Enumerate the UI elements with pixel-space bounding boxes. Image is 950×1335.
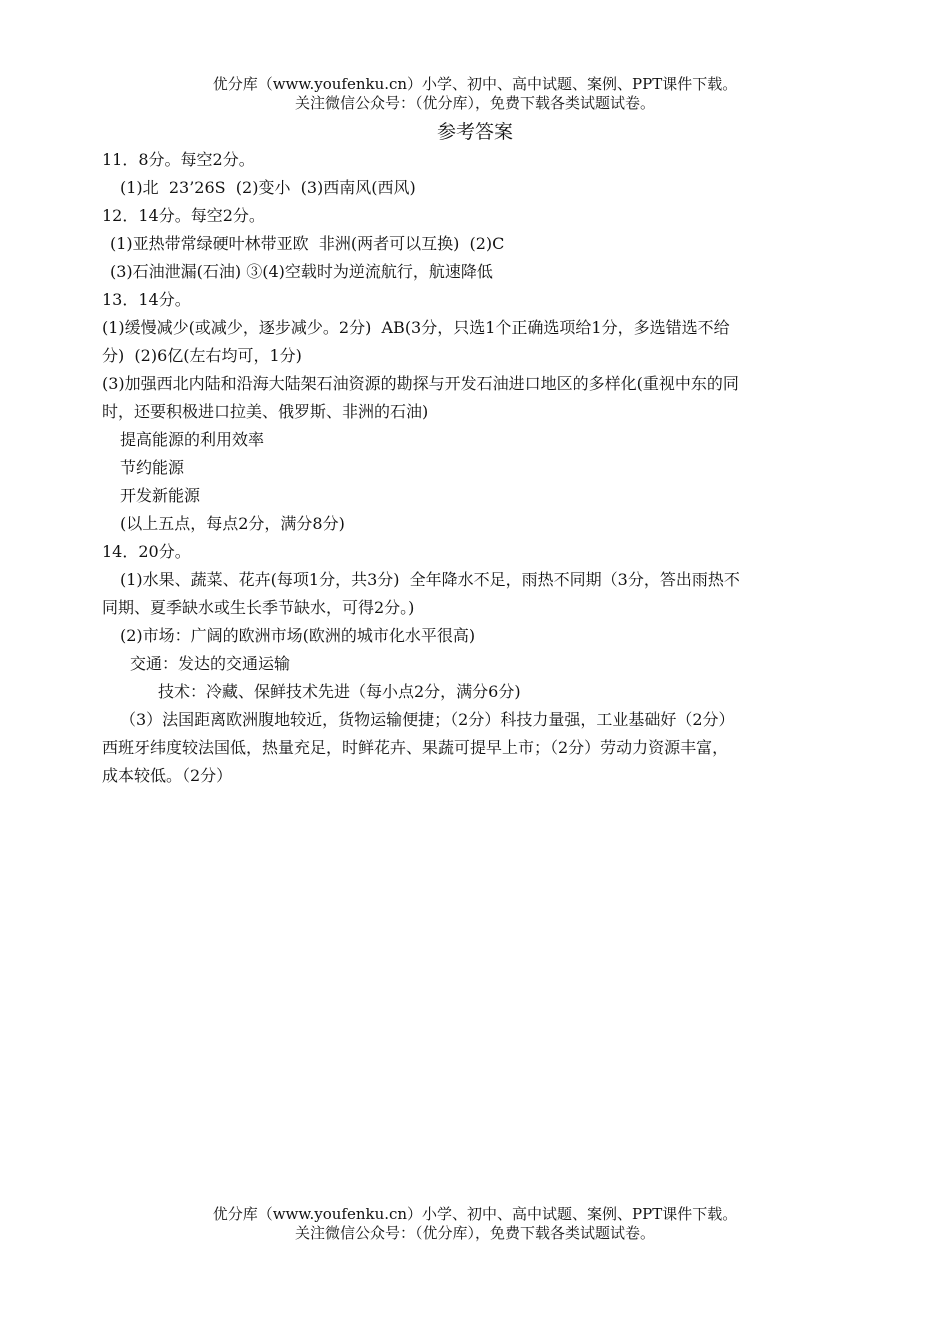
footer-line-1: 优分库（www.youfenku.cn）小学、初中、高中试题、案例、PPT课件下载。: [212, 1205, 738, 1223]
q13-line-2b: 时，还要积极进口拉美、俄罗斯、非洲的石油): [102, 402, 429, 421]
q14-line-4: 技术：冷藏、保鲜技术先进（每小点2分，满分6分): [158, 682, 521, 701]
q11-heading: 11．8分。每空2分。: [102, 150, 255, 169]
q14-line-5a: （3）法国距离欧洲腹地较近，货物运输便捷；（2分）科技力量强，工业基础好（2分）: [120, 710, 735, 729]
q12-heading: 12．14分。每空2分。: [102, 206, 265, 225]
q12-line-2: (3)石油泄漏(石油) ③(4)空载时为逆流航行，航速降低: [110, 262, 493, 281]
page-footer: [0, 1205, 950, 1243]
page-header: [0, 75, 950, 113]
q14-line-5c: 成本较低。（2分）: [102, 766, 233, 785]
q12-line-1: (1)亚热带常绿硬叶林带亚欧 非洲(两者可以互换) (2)C: [110, 234, 505, 253]
page-title: 参考答案: [436, 121, 513, 143]
q13-line-3: 提高能源的利用效率: [120, 430, 265, 449]
q14-line-2: (2)市场：广阔的欧洲市场(欧洲的城市化水平很高): [120, 626, 476, 645]
q13-line-5: 开发新能源: [120, 486, 201, 505]
q14-line-3: 交通：发达的交通运输: [130, 654, 291, 673]
q13-line-1a: (1)缓慢减少(或减少，逐步减少。2分) AB(3分，只选1个正确选项给1分，多选错选不给: [102, 318, 730, 337]
q14-line-1b: 同期、夏季缺水或生长季节缺水，可得2分。): [102, 598, 415, 617]
q13-line-4: 节约能源: [120, 458, 185, 477]
answer-content: [102, 146, 852, 790]
header-line-2: 关注微信公众号：（优分库），免费下载各类试题试卷。: [294, 94, 655, 112]
q14-line-5b: 西班牙纬度较法国低，热量充足，时鲜花卉、果蔬可提早上市；（2分）劳动力资源丰富，: [102, 738, 729, 757]
q13-heading: 13．14分。: [102, 290, 191, 309]
q14-heading: 14．20分。: [102, 542, 191, 561]
header-line-1: 优分库（www.youfenku.cn）小学、初中、高中试题、案例、PPT课件下载。: [212, 75, 738, 93]
q11-line-1: (1)北 23’26S (2)变小 (3)西南风(西风): [120, 178, 416, 197]
q13-line-1b: 分) (2)6亿(左右均可，1分): [102, 346, 302, 365]
q14-line-1a: (1)水果、蔬菜、花卉(每项1分，共3分) 全年降水不足，雨热不同期（3分，答出雨热不: [120, 570, 740, 589]
q13-line-6: (以上五点，每点2分，满分8分): [120, 514, 345, 533]
footer-line-2: 关注微信公众号：（优分库），免费下载各类试题试卷。: [294, 1224, 655, 1242]
q13-line-2a: (3)加强西北内陆和沿海大陆架石油资源的勘探与开发石油进口地区的多样化(重视中东的同: [102, 374, 739, 393]
